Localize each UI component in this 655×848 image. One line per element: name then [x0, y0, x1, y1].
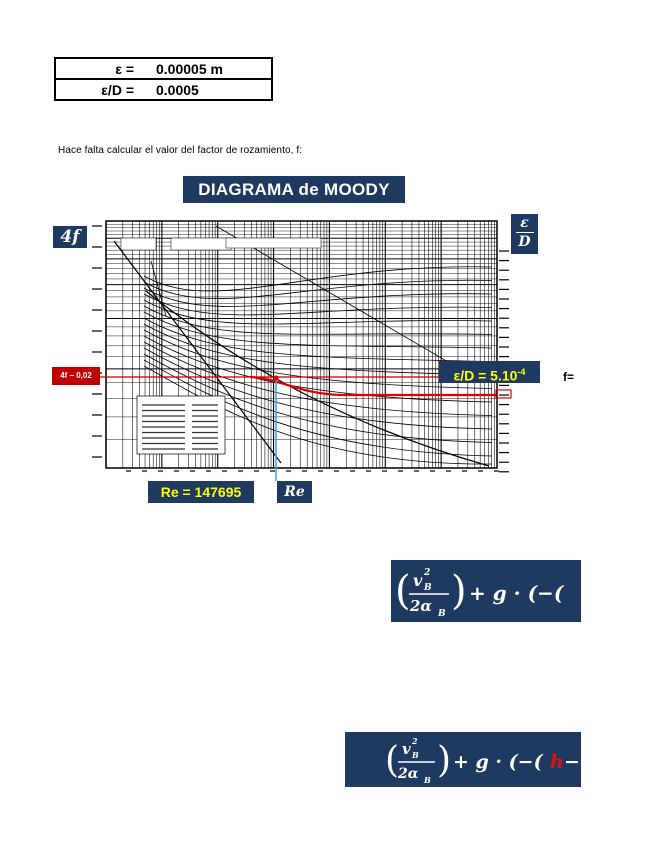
eq1-denominator: 2α [410, 597, 432, 615]
eq2-rest: + g · (−( [453, 751, 543, 773]
flow-region-label [226, 238, 321, 248]
friction-value-tag: 4f – 0,02 [52, 367, 100, 385]
flow-region-label [121, 238, 156, 250]
diameter-symbol: D [518, 234, 531, 250]
callout-exponent: -4 [517, 367, 526, 377]
roughness-axis-symbol [511, 214, 538, 254]
eq2-denominator: 2α [398, 766, 419, 782]
eq2-num-sub: B [412, 750, 419, 760]
relative-roughness-callout [439, 361, 540, 383]
eq2-num-sup: 2 [412, 736, 418, 746]
eq2-tail: − [564, 751, 580, 773]
f-result-label: f= [563, 370, 575, 384]
reynolds-value-box: Re = 147695 [148, 481, 254, 503]
eq2-den-sub: B [424, 775, 431, 785]
fraction-bar [516, 232, 534, 233]
relative-roughness-label: ε/D = [101, 81, 134, 98]
eq1-rest: + g · (−( [469, 581, 564, 605]
intersection-point [274, 376, 279, 381]
callout-base: ε/D = 5.10 [453, 367, 518, 384]
friction-axis-symbol: 4f [53, 226, 87, 248]
flow-region-label [171, 238, 231, 250]
diagram-title: DIAGRAMA de MOODY [183, 176, 405, 203]
eq2-red-variable: h [550, 751, 564, 773]
svg-text:(: ( [395, 568, 411, 614]
reynolds-axis-symbol: Re [277, 481, 312, 503]
equation-snippet-2 [345, 732, 581, 787]
eq1-num-sup: 2 [424, 568, 431, 578]
eq1-num-sub: B [424, 583, 432, 593]
eq1-den-sub: B [438, 609, 446, 619]
eq1-numerator: v [413, 571, 423, 590]
equation-2-drawing [345, 732, 581, 787]
eq2-numerator: v [402, 740, 411, 758]
epsilon-symbol: ε [520, 215, 529, 231]
svg-text:): ) [451, 568, 467, 614]
equation-snippet-1 [391, 560, 581, 622]
epsilon-value: 0.00005 m [156, 60, 223, 77]
equation-1-drawing [391, 560, 581, 622]
relative-roughness-value: 0.0005 [156, 81, 199, 98]
epsilon-label: ε = [115, 60, 134, 77]
roughness-marker [496, 390, 511, 398]
svg-text:): ) [437, 740, 452, 781]
instruction-text: Hace falta calcular el valor del factor de rozamiento, f: [58, 145, 303, 156]
svg-text:(: ( [385, 740, 400, 781]
